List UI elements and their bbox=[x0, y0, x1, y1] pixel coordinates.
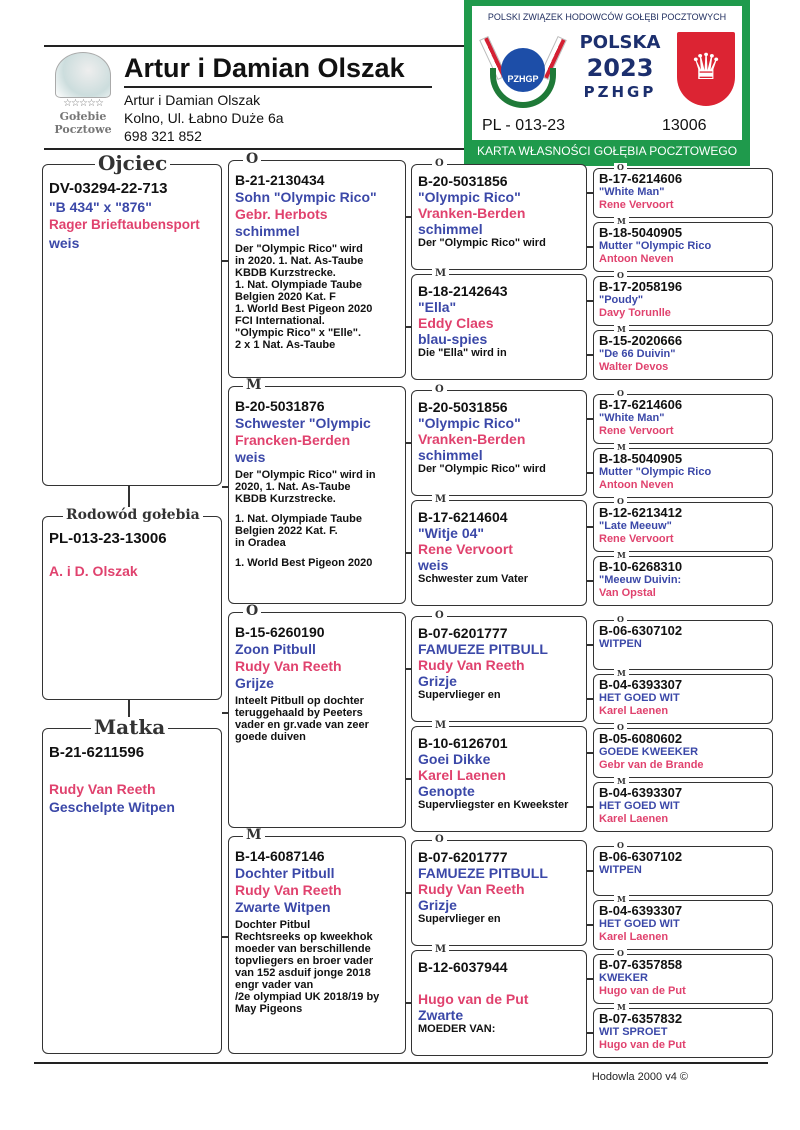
ring-number: B-12-6213412 bbox=[599, 505, 683, 520]
female-label: M bbox=[614, 443, 629, 451]
header-top-rule bbox=[44, 45, 464, 47]
pigeon-name: Goei Dikke bbox=[418, 751, 491, 767]
pigeon-name: Dochter Pitbull bbox=[235, 865, 335, 881]
breeder-name: Eddy Claes bbox=[418, 315, 494, 331]
pedigree-note: FCI International. bbox=[235, 315, 325, 327]
pedigree-note bbox=[235, 549, 399, 557]
father-breeder: Rager Brieftaubensport bbox=[49, 217, 200, 232]
ancestor-box bbox=[593, 1002, 773, 1058]
pedigree-note bbox=[235, 505, 399, 513]
ring-number: B-04-6393307 bbox=[599, 903, 683, 918]
pigeon-color: schimmel bbox=[418, 447, 483, 463]
pedigree-note: "Olympic Rico" x "Elle". bbox=[235, 327, 362, 339]
pigeon-name: "White Man" bbox=[599, 186, 665, 198]
ring-number: B-14-6087146 bbox=[235, 848, 325, 864]
connector bbox=[587, 870, 593, 872]
pigeon-color: Grijze bbox=[235, 675, 274, 691]
connector bbox=[406, 552, 411, 554]
pigeon-color: Zwarte Witpen bbox=[235, 899, 331, 915]
pedigree-note: 1. World Best Pigeon 2020 bbox=[235, 557, 373, 569]
male-label: O bbox=[614, 271, 627, 279]
ancestor-box bbox=[593, 162, 773, 218]
male-label: O bbox=[243, 604, 261, 619]
connector bbox=[406, 442, 411, 444]
ring-number: B-06-6307102 bbox=[599, 623, 683, 638]
pigeon-label: Rodowód gołebia bbox=[63, 507, 203, 523]
ring-number: B-17-6214606 bbox=[599, 171, 683, 186]
connector bbox=[222, 936, 228, 938]
female-label: M bbox=[432, 720, 449, 731]
father-ring: DV-03294-22-713 bbox=[49, 180, 168, 197]
header-bottom-rule bbox=[44, 148, 464, 150]
pedigree-note: in 2020. 1. Nat. As-Taube bbox=[235, 255, 364, 267]
pigeon-name: WITPEN bbox=[599, 638, 642, 650]
logo bbox=[48, 52, 118, 147]
logo-line2: Pocztowe bbox=[54, 123, 112, 136]
ancestor-box bbox=[593, 442, 773, 498]
mother-breeder: Rudy Van Reeth bbox=[49, 781, 156, 797]
father-name: "B 434" x "876" bbox=[49, 199, 152, 215]
pedigree-note: KBDB Kurzstrecke. bbox=[235, 267, 336, 279]
breeder-name: Rene Vervoort bbox=[599, 533, 674, 545]
breeder-name: Gebr. Herbots bbox=[235, 206, 328, 222]
ancestor-box bbox=[593, 894, 773, 950]
pigeon-name: Schwester "Olympic bbox=[235, 415, 371, 431]
pedigree-note: van 152 asduif jonge 2018 bbox=[235, 967, 371, 979]
owner-phone: 698 321 852 bbox=[124, 128, 202, 144]
pedigree-note: Inteelt Pitbull op dochter bbox=[235, 695, 364, 707]
pedigree-note: Der "Olympic Rico" wird bbox=[418, 463, 546, 475]
pedigree-note: May Pigeons bbox=[235, 1003, 303, 1015]
pigeon-name: FAMUEZE PITBULL bbox=[418, 865, 548, 881]
pedigree-note: 2020, 1. Nat. As-Taube bbox=[235, 481, 351, 493]
pigeon-name: "Ella" bbox=[418, 299, 457, 315]
pigeon-color: schimmel bbox=[235, 223, 300, 239]
pigeon-name: Sohn "Olympic Rico" bbox=[235, 189, 377, 205]
ring-number: B-20-5031856 bbox=[418, 399, 508, 415]
pigeon-name: "Late Meeuw" bbox=[599, 520, 672, 532]
ownership-card bbox=[464, 0, 750, 166]
pedigree-note: goede duiven bbox=[235, 731, 306, 743]
female-label: M bbox=[614, 551, 629, 559]
male-label: O bbox=[432, 610, 447, 621]
mother-color: Geschelpte Witpen bbox=[49, 799, 175, 815]
connector bbox=[587, 246, 593, 248]
card-abbr: PZHGP bbox=[583, 83, 657, 101]
father-label: Ojciec bbox=[95, 153, 170, 173]
pedigree-note: engr vader van bbox=[235, 979, 314, 991]
owner-name: Artur i Damian Olszak bbox=[124, 92, 261, 108]
breeder-name: Gebr van de Brande bbox=[599, 759, 704, 771]
ancestor-box bbox=[593, 324, 773, 380]
female-label: M bbox=[243, 378, 265, 393]
ring-number: B-15-2020666 bbox=[599, 333, 683, 348]
great-grandparent-box bbox=[411, 158, 587, 270]
connector bbox=[406, 892, 411, 894]
ancestor-box bbox=[593, 216, 773, 272]
pigeon-name: "De 66 Duivin" bbox=[599, 348, 676, 360]
ring-number: B-05-6080602 bbox=[599, 731, 683, 746]
grandparent-box bbox=[228, 151, 406, 378]
ring-number: B-18-2142643 bbox=[418, 283, 508, 299]
ancestor-box bbox=[593, 840, 773, 896]
male-label: O bbox=[243, 152, 261, 167]
pedigree-note: Supervlieger en bbox=[418, 913, 501, 925]
male-label: O bbox=[614, 841, 627, 849]
connector bbox=[587, 698, 593, 700]
eagle-head-icon bbox=[55, 52, 111, 98]
mother-ring: B-21-6211596 bbox=[49, 744, 145, 761]
father-color: weis bbox=[49, 235, 80, 251]
ring-number: B-04-6393307 bbox=[599, 677, 683, 692]
pedigree-note: Der "Olympic Rico" wird in bbox=[235, 469, 376, 481]
pedigree-note: Der "Olympic Rico" wird bbox=[418, 237, 546, 249]
pedigree-note: Rechtsreeks op kweekhok bbox=[235, 931, 373, 943]
connector bbox=[587, 418, 593, 420]
connector bbox=[587, 644, 593, 646]
female-label: M bbox=[432, 944, 449, 955]
grandparent-box bbox=[228, 827, 406, 1054]
great-grandparent-box bbox=[411, 494, 587, 606]
pigeon-name: Zoon Pitbull bbox=[235, 641, 316, 657]
subject-breeder: A. i D. Olszak bbox=[49, 563, 138, 579]
card-ring-prefix: PL - 013-23 bbox=[482, 117, 566, 134]
ring-number: B-04-6393307 bbox=[599, 785, 683, 800]
connector bbox=[587, 806, 593, 808]
breeder-name: Antoon Neven bbox=[599, 253, 674, 265]
breeder-name: Rudy Van Reeth bbox=[235, 882, 342, 898]
page-title: Artur i Damian Olszak bbox=[124, 52, 432, 88]
subject-box bbox=[42, 507, 222, 700]
owner-address: Kolno, Ul. Łabno Duże 6a bbox=[124, 110, 284, 126]
ancestor-box bbox=[593, 550, 773, 606]
breeder-name: Karel Laenen bbox=[599, 705, 669, 717]
female-label: M bbox=[432, 268, 449, 279]
pigeon-name: "Olympic Rico" bbox=[418, 415, 521, 431]
great-grandparent-box bbox=[411, 384, 587, 496]
breeder-name: Hugo van de Put bbox=[418, 991, 529, 1007]
pigeon-name: GOEDE KWEEKER bbox=[599, 746, 699, 758]
pigeon-name: WIT SPROET bbox=[599, 1026, 668, 1038]
pigeon-color: blau-spies bbox=[418, 331, 488, 347]
pigeon-color: schimmel bbox=[418, 221, 483, 237]
ancestor-box bbox=[593, 948, 773, 1004]
father-box bbox=[42, 151, 222, 486]
ring-number: B-21-2130434 bbox=[235, 172, 325, 188]
connector bbox=[587, 300, 593, 302]
pedigree-note: Belgien 2020 Kat. F bbox=[235, 291, 336, 303]
pzhgp-emblem-icon bbox=[486, 34, 560, 112]
grandparent-box bbox=[228, 603, 406, 828]
logo-line1: Gołebie bbox=[59, 110, 107, 123]
pedigree-note: 1. Nat. Olympiade Taube bbox=[235, 513, 362, 525]
breeder-name: Karel Laenen bbox=[599, 931, 669, 943]
breeder-name: Karel Laenen bbox=[599, 813, 669, 825]
breeder-name: Hugo van de Put bbox=[599, 1039, 686, 1051]
pigeon-name: HET GOED WIT bbox=[599, 800, 680, 812]
breeder-name: Rudy Van Reeth bbox=[418, 881, 525, 897]
mother-label: Matka bbox=[91, 717, 168, 737]
pedigree-note: /2e olympiad UK 2018/19 by bbox=[235, 991, 380, 1003]
male-label: O bbox=[614, 497, 627, 505]
great-grandparent-box bbox=[411, 834, 587, 946]
ring-number: B-12-6037944 bbox=[418, 959, 508, 975]
footer-rule bbox=[34, 1062, 768, 1064]
breeder-name: Antoon Neven bbox=[599, 479, 674, 491]
logo-stars: ☆☆☆☆☆ bbox=[63, 98, 103, 109]
female-label: M bbox=[243, 828, 265, 843]
software-credit: Hodowla 2000 v4 © bbox=[591, 1071, 688, 1083]
pedigree-note: teruggehaald by Peeters bbox=[235, 707, 363, 719]
breeder-name: Francken-Berden bbox=[235, 432, 351, 448]
pigeon-color: weis bbox=[235, 449, 266, 465]
pedigree-note: vader en gr.vade van zeer bbox=[235, 719, 369, 731]
connector bbox=[222, 712, 228, 714]
breeder-name: Rudy Van Reeth bbox=[418, 657, 525, 673]
connector bbox=[587, 472, 593, 474]
male-label: O bbox=[614, 615, 627, 623]
emblem-text: PZHGP bbox=[501, 48, 545, 92]
female-label: M bbox=[614, 895, 629, 903]
ring-number: B-07-6357858 bbox=[599, 957, 683, 972]
connector bbox=[587, 526, 593, 528]
breeder-name: Vranken-Berden bbox=[418, 205, 526, 221]
pigeon-color: Zwarte bbox=[418, 1007, 464, 1023]
breeder-name: Walter Devos bbox=[599, 361, 669, 373]
connector bbox=[587, 752, 593, 754]
ancestor-box bbox=[593, 496, 773, 552]
female-label: M bbox=[614, 1003, 629, 1011]
ring-number: B-10-6268310 bbox=[599, 559, 683, 574]
connector bbox=[587, 192, 593, 194]
connector bbox=[406, 326, 411, 328]
pigeon-name: KWEKER bbox=[599, 972, 648, 984]
breeder-name: Rene Vervoort bbox=[599, 199, 674, 211]
male-label: O bbox=[614, 723, 627, 731]
pigeon-name: HET GOED WIT bbox=[599, 692, 680, 704]
ring-number: B-20-5031876 bbox=[235, 398, 325, 414]
male-label: O bbox=[614, 949, 627, 957]
connector bbox=[222, 260, 228, 262]
male-label: O bbox=[614, 163, 627, 171]
ring-number: B-07-6357832 bbox=[599, 1011, 683, 1026]
great-grandparent-box bbox=[411, 610, 587, 722]
mother-box bbox=[42, 715, 222, 1054]
female-label: M bbox=[432, 494, 449, 505]
connector bbox=[222, 486, 228, 488]
ring-number: B-18-5040905 bbox=[599, 225, 683, 240]
pedigree-note: 2 x 1 Nat. As-Taube bbox=[235, 339, 336, 351]
pedigree-note: topvliegers en broer vader bbox=[235, 955, 374, 967]
pedigree-note: MOEDER VAN: bbox=[418, 1023, 496, 1035]
breeder-name: Rudy Van Reeth bbox=[235, 658, 342, 674]
pigeon-name: "Olympic Rico" bbox=[418, 189, 521, 205]
pedigree-note: Dochter Pitbul bbox=[235, 919, 311, 931]
breeder-name: Hugo van de Put bbox=[599, 985, 686, 997]
pedigree-note: in Oradea bbox=[235, 537, 286, 549]
ring-number: B-18-5040905 bbox=[599, 451, 683, 466]
male-label: O bbox=[432, 834, 447, 845]
ring-number: B-06-6307102 bbox=[599, 849, 683, 864]
pedigree-note: Belgien 2022 Kat. F. bbox=[235, 525, 338, 537]
pigeon-color: Grizje bbox=[418, 673, 457, 689]
pedigree-note: Supervliegster en Kweekster bbox=[418, 799, 569, 811]
grandparent-box bbox=[228, 377, 406, 604]
pigeon-name: FAMUEZE PITBULL bbox=[418, 641, 548, 657]
pigeon-name: WITPEN bbox=[599, 864, 642, 876]
ancestor-box bbox=[593, 270, 773, 326]
pigeon-name: "Witje 04" bbox=[418, 525, 485, 541]
pedigree-note: KBDB Kurzstrecke. bbox=[235, 493, 336, 505]
breeder-name: Karel Laenen bbox=[418, 767, 506, 783]
great-grandparent-box bbox=[411, 268, 587, 380]
subject-ring: PL-013-23-13006 bbox=[49, 530, 167, 547]
card-footer: KARTA WŁASNOŚCI GOŁĘBIA POCZTOWEGO bbox=[476, 144, 738, 158]
ancestor-box bbox=[593, 614, 773, 670]
breeder-name: Van Opstal bbox=[599, 587, 656, 599]
ring-number: B-20-5031856 bbox=[418, 173, 508, 189]
ring-number: B-07-6201777 bbox=[418, 849, 508, 865]
white-eagle-coat-of-arms-icon: ♛ bbox=[677, 32, 735, 106]
pedigree-note: 1. World Best Pigeon 2020 bbox=[235, 303, 373, 315]
female-label: M bbox=[614, 669, 629, 677]
ancestor-box bbox=[593, 776, 773, 832]
breeder-name: Rene Vervoort bbox=[418, 541, 513, 557]
connector bbox=[406, 778, 411, 780]
pigeon-name: "Poudy" bbox=[599, 294, 644, 306]
connector bbox=[587, 924, 593, 926]
ancestor-box bbox=[593, 388, 773, 444]
pigeon-name: "White Man" bbox=[599, 412, 665, 424]
female-label: M bbox=[614, 217, 629, 225]
breeder-name: Vranken-Berden bbox=[418, 431, 526, 447]
pedigree-note: Schwester zum Vater bbox=[418, 573, 529, 585]
pigeon-name: Mutter "Olympic Rico bbox=[599, 466, 712, 478]
pedigree-note: Supervlieger en bbox=[418, 689, 501, 701]
connector bbox=[587, 354, 593, 356]
pigeon-color: Grizje bbox=[418, 897, 457, 913]
pigeon-color: Genopte bbox=[418, 783, 475, 799]
ancestor-box bbox=[593, 722, 773, 778]
pigeon-color: weis bbox=[418, 557, 449, 573]
pigeon-name: HET GOED WIT bbox=[599, 918, 680, 930]
ring-number: B-17-6214606 bbox=[599, 397, 683, 412]
breeder-name: Rene Vervoort bbox=[599, 425, 674, 437]
pedigree-note: 1. Nat. Olympiade Taube bbox=[235, 279, 362, 291]
connector bbox=[406, 1002, 411, 1004]
male-label: O bbox=[432, 158, 447, 169]
female-label: M bbox=[614, 325, 629, 333]
pedigree-note: moeder van berschillende bbox=[235, 943, 371, 955]
ancestor-box bbox=[593, 668, 773, 724]
pigeon-name: Mutter "Olympic Rico bbox=[599, 240, 712, 252]
ring-number: B-07-6201777 bbox=[418, 625, 508, 641]
pedigree-note: Der "Olympic Rico" wird bbox=[235, 243, 363, 255]
female-label: M bbox=[614, 777, 629, 785]
male-label: O bbox=[432, 384, 447, 395]
ring-number: B-17-6214604 bbox=[418, 509, 508, 525]
ring-number: B-15-6260190 bbox=[235, 624, 325, 640]
ring-number: B-17-2058196 bbox=[599, 279, 683, 294]
connector bbox=[587, 1032, 593, 1034]
connector bbox=[406, 668, 411, 670]
pigeon-name bbox=[418, 975, 580, 991]
male-label: O bbox=[614, 389, 627, 397]
pedigree-note: Die "Ella" wird in bbox=[418, 347, 507, 359]
great-grandparent-box bbox=[411, 944, 587, 1056]
connector bbox=[406, 216, 411, 218]
card-org: POLSKI ZWIĄZEK HODOWCÓW GOŁĘBI POCZTOWYCH bbox=[487, 12, 727, 22]
breeder-name: Davy Torunlle bbox=[599, 307, 671, 319]
ring-number: B-10-6126701 bbox=[418, 735, 508, 751]
card-country: POLSKA bbox=[579, 32, 661, 53]
connector bbox=[587, 580, 593, 582]
card-ring-number: 13006 bbox=[662, 117, 707, 134]
pigeon-name: "Meeuw Duivin: bbox=[599, 574, 682, 586]
great-grandparent-box bbox=[411, 720, 587, 832]
card-year: 2023 bbox=[586, 54, 654, 82]
connector bbox=[587, 978, 593, 980]
